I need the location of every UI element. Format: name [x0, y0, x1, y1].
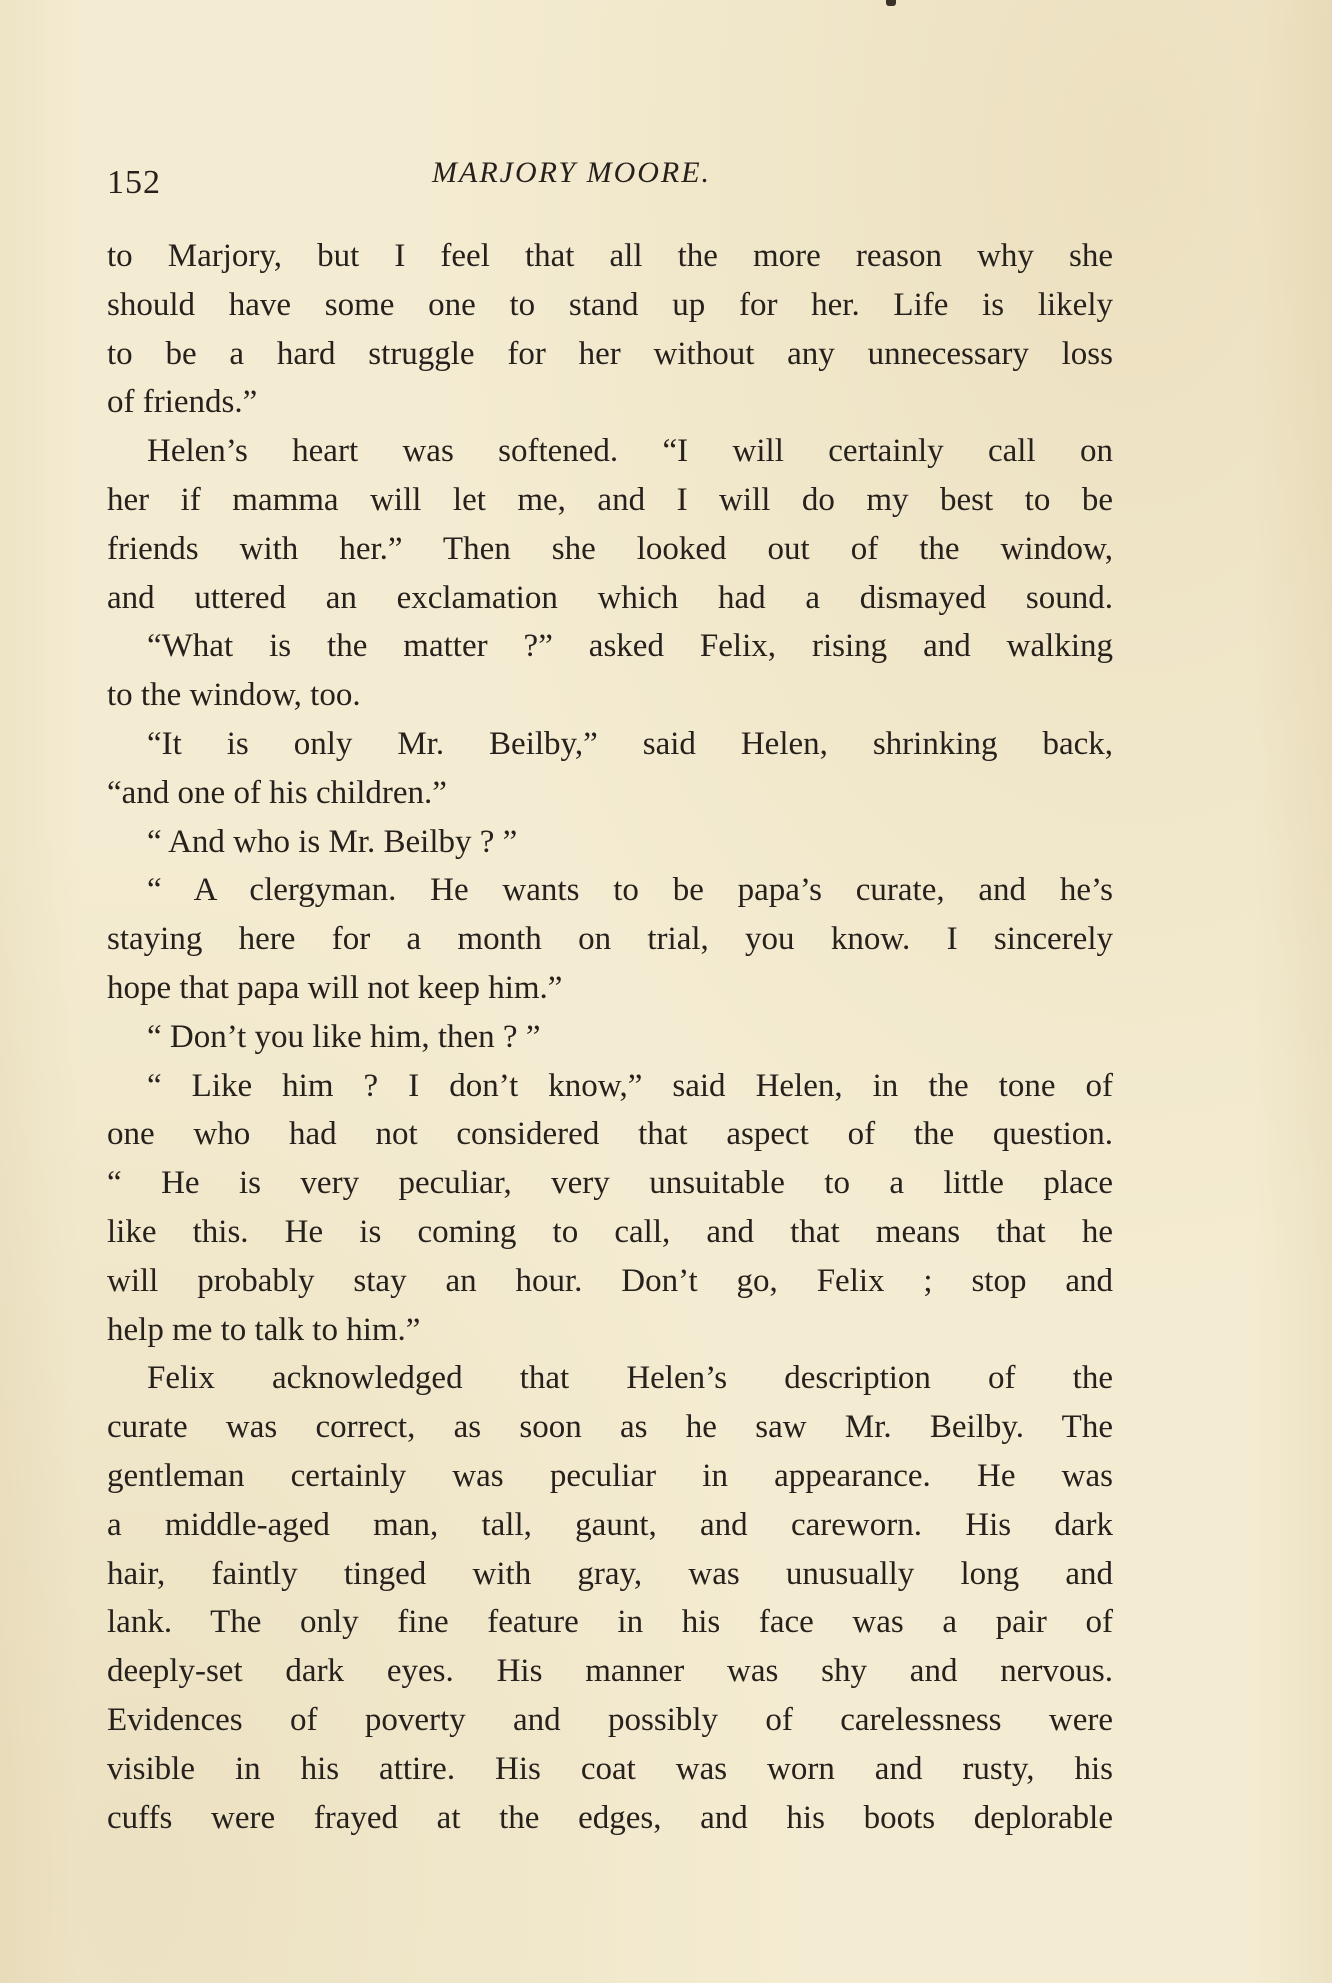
text-line: “ Don’t you like him, then ? ”: [147, 1018, 541, 1055]
text-line: “What is the matter ?” asked Felix, rising and walking: [147, 628, 1113, 665]
text-line: to Marjory, but I feel that all the more reason why she: [107, 238, 1113, 274]
binding-mark: [886, 0, 896, 6]
text-line: of friends.”: [107, 384, 258, 421]
text-line: “ He is very peculiar, very unsuitable to a little place: [107, 1165, 1113, 1202]
text-line: one who had not considered that aspect of the question.: [107, 1116, 1113, 1153]
text-line: hope that papa will not keep him.”: [107, 969, 563, 1006]
book-page: [107, 152, 1113, 1842]
text-line: to the window, too.: [107, 677, 361, 714]
text-line: should have some one to stand up for her. Life is likely: [107, 286, 1113, 323]
text-line: her if mamma will let me, and I will do my best to be: [107, 481, 1113, 518]
text-line: hair, faintly tinged with gray, was unusually long and: [107, 1555, 1113, 1592]
text-line: and uttered an exclamation which had a dismayed sound.: [107, 579, 1113, 616]
text-line: friends with her.” Then she looked out of the window,: [107, 530, 1113, 567]
text-line: visible in his attire. His coat was worn and rusty, his: [107, 1750, 1113, 1787]
running-title: MARJORY MOORE.: [432, 156, 712, 189]
text-line: a middle-aged man, tall, gaunt, and careworn. His dark: [107, 1506, 1113, 1543]
text-line: staying here for a month on trial, you know. I sincerely: [107, 921, 1113, 958]
text-line: deeply-set dark eyes. His manner was shy and nervous.: [107, 1653, 1113, 1690]
text-line: Evidences of poverty and possibly of carelessness were: [107, 1701, 1113, 1738]
text-line: Helen’s heart was softened. “I will certainly call on: [147, 433, 1113, 470]
text-line: like this. He is coming to call, and that means that he: [107, 1213, 1113, 1250]
running-head: [107, 152, 1113, 212]
text-line: to be a hard struggle for her without any unnecessary loss: [107, 335, 1113, 372]
text-line: lank. The only fine feature in his face was a pair of: [107, 1604, 1113, 1641]
text-line: “ And who is Mr. Beilby ? ”: [147, 823, 518, 860]
text-line: “ Like him ? I don’t know,” said Helen, in the tone of: [147, 1067, 1113, 1104]
text-line: “ A clergyman. He wants to be papa’s curate, and he’s: [147, 872, 1113, 909]
text-line: Felix acknowledged that Helen’s description of the: [147, 1360, 1113, 1397]
text-line: gentleman certainly was peculiar in appearance. He was: [107, 1457, 1113, 1494]
text-line: “It is only Mr. Beilby,” said Helen, shrinking back,: [147, 725, 1113, 762]
text-line: curate was correct, as soon as he saw Mr. Beilby. The: [107, 1409, 1113, 1446]
body-text: [107, 232, 1113, 1842]
text-line: will probably stay an hour. Don’t go, Felix ; stop and: [107, 1262, 1113, 1299]
page-number: 152: [107, 164, 161, 201]
text-line: cuffs were frayed at the edges, and his boots deplorable: [107, 1799, 1113, 1836]
text-line: help me to talk to him.”: [107, 1311, 421, 1348]
text-line: “and one of his children.”: [107, 774, 447, 811]
